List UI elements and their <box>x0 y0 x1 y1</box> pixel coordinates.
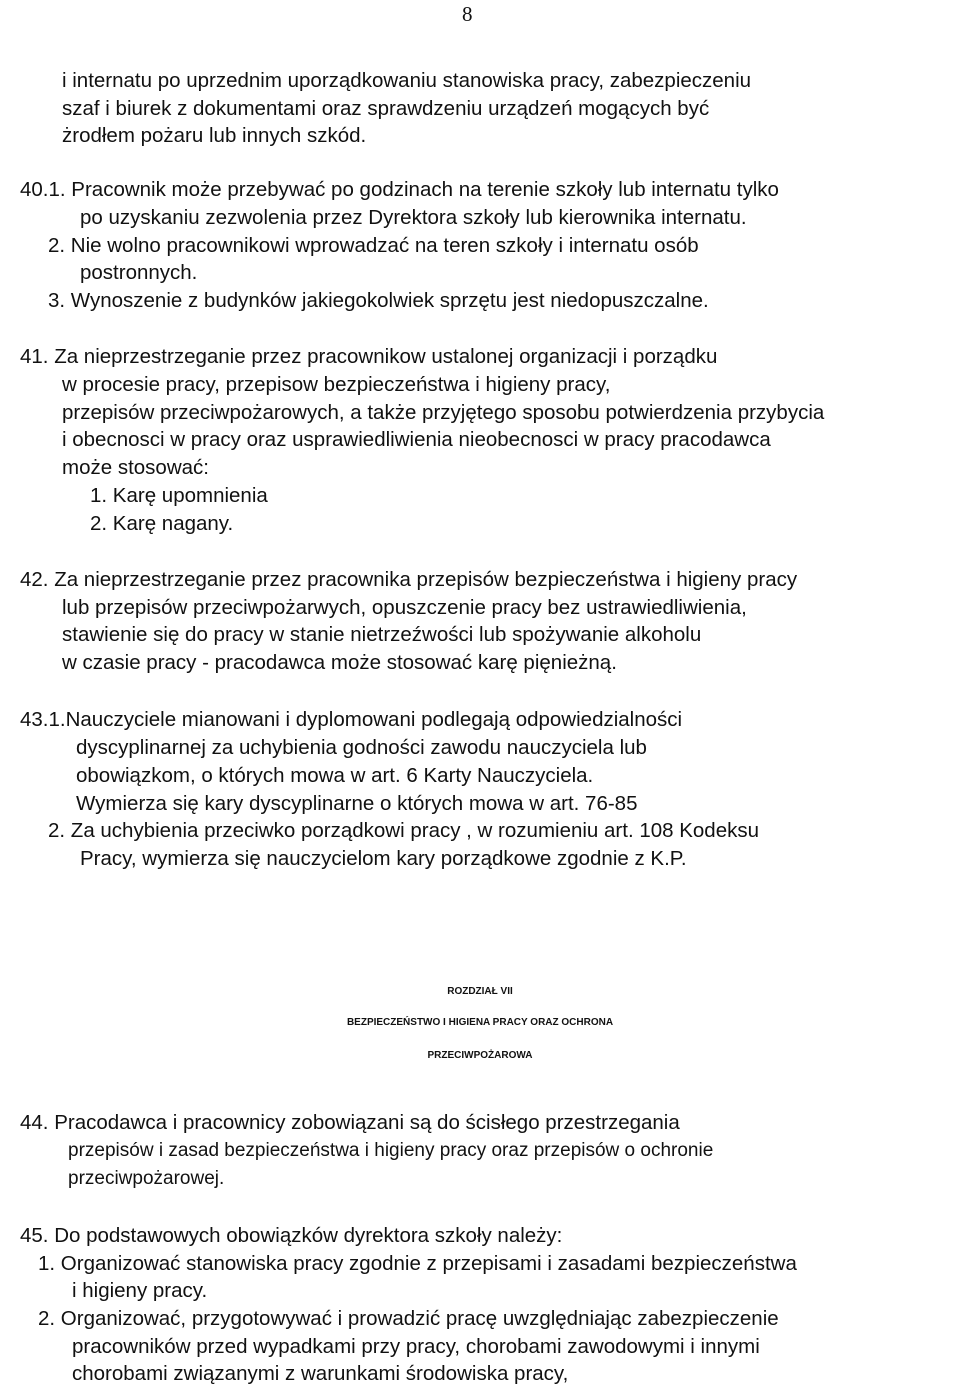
text-line: po uzyskaniu zezwolenia przez Dyrektora szkoły lub kierownika internatu. <box>80 206 747 229</box>
text-line: dyscyplinarnej za uchybienia godności zawodu nauczyciela lub <box>76 736 647 759</box>
text-line: 43.1.Nauczyciele mianowani i dyplomowani podlegają odpowiedzialności <box>20 708 683 731</box>
text-line: 3. Wynoszenie z budynków jakiegokolwiek sprzętu jest niedopuszczalne. <box>48 289 709 312</box>
text-line: przepisów i zasad bezpieczeństwa i higieny pracy oraz przepisów o ochronie <box>68 1140 714 1161</box>
text-line: może stosować: <box>62 456 209 479</box>
text-line: 45. Do podstawowych obowiązków dyrektora szkoły należy: <box>20 1224 563 1247</box>
text-line: w procesie pracy, przepisow bezpieczeństwa i higieny pracy, <box>62 373 611 396</box>
text-line: i internatu po uprzednim uporządkowaniu stanowiska pracy, zabezpieczeniu <box>62 69 752 92</box>
text-line: 44. Pracodawca i pracownicy zobowiązani są do ścisłego przestrzegania <box>20 1111 680 1134</box>
text-line: Pracy, wymierza się nauczycielom kary porządkowe zgodnie z K.P. <box>80 847 687 870</box>
list-item: 1. Organizować stanowiska pracy zgodnie z przepisami i zasadami bezpieczeństwa <box>38 1252 797 1275</box>
text-line: pracowników przed wypadkami przy pracy, chorobami zawodowymi i innymi <box>72 1335 760 1358</box>
list-item: 2. Organizować, przygotowywać i prowadzić pracę uwzględniając zabezpieczenie <box>38 1307 779 1330</box>
chapter-subtitle: PRZECIWPOŻAROWA <box>427 1050 533 1061</box>
text-line: postronnych. <box>80 261 198 284</box>
text-line: 2. Za uchybienia przeciwko porządkowi pracy , w rozumieniu art. 108 Kodeksu <box>48 819 760 842</box>
text-line: przeciwpożarowej. <box>68 1168 225 1189</box>
text-line: w czasie pracy - pracodawca może stosować karę pięnieżną. <box>62 651 617 674</box>
text-line: szaf i biurek z dokumentami oraz sprawdzeniu urządzeń mogących być <box>62 97 710 120</box>
text-line: 41. Za nieprzestrzeganie przez pracownikow ustalonej organizacji i porządku <box>20 345 718 368</box>
chapter-subtitle: BEZPIECZEŃSTWO I HIGIENA PRACY ORAZ OCHRONA <box>346 1017 614 1028</box>
list-item: 1. Karę upomnienia <box>90 484 268 507</box>
text-line: lub przepisów przeciwpożarwych, opuszczenie pracy bez ustrawiedliwienia, <box>62 596 747 619</box>
text-line: 42. Za nieprzestrzeganie przez pracownika przepisów bezpieczeństwa i higieny pracy <box>20 568 798 591</box>
page-number: 8 <box>462 2 473 26</box>
text-line: obowiązkom, o których mowa w art. 6 Karty Nauczyciela. <box>76 764 594 787</box>
list-item: 2. Karę nagany. <box>90 512 234 535</box>
text-line: 40.1. Pracownik może przebywać po godzinach na terenie szkoły lub internatu tylko <box>20 178 779 201</box>
text-line: żrodłem pożaru lub innych szkód. <box>62 124 367 147</box>
text-line: stawienie się do pracy w stanie nietrzeźwości lub spożywanie alkoholu <box>62 623 702 646</box>
text-line: przepisów przeciwpożarowych, a także przyjętego sposobu potwierdzenia przybycia <box>62 401 825 424</box>
text-line: chorobami związanymi z warunkami środowiska pracy, <box>72 1362 569 1385</box>
text-line: i higieny pracy. <box>72 1279 208 1302</box>
text-line: Wymierza się kary dyscyplinarne o których mowa w art. 76-85 <box>76 792 638 815</box>
text-line: 2. Nie wolno pracownikowi wprowadzać na teren szkoły i internatu osób <box>48 234 699 257</box>
chapter-title: ROZDZIAŁ VII <box>447 986 513 997</box>
text-line: i obecnosci w pracy oraz usprawiedliwienia nieobecnosci w pracy pracodawca <box>62 428 771 451</box>
